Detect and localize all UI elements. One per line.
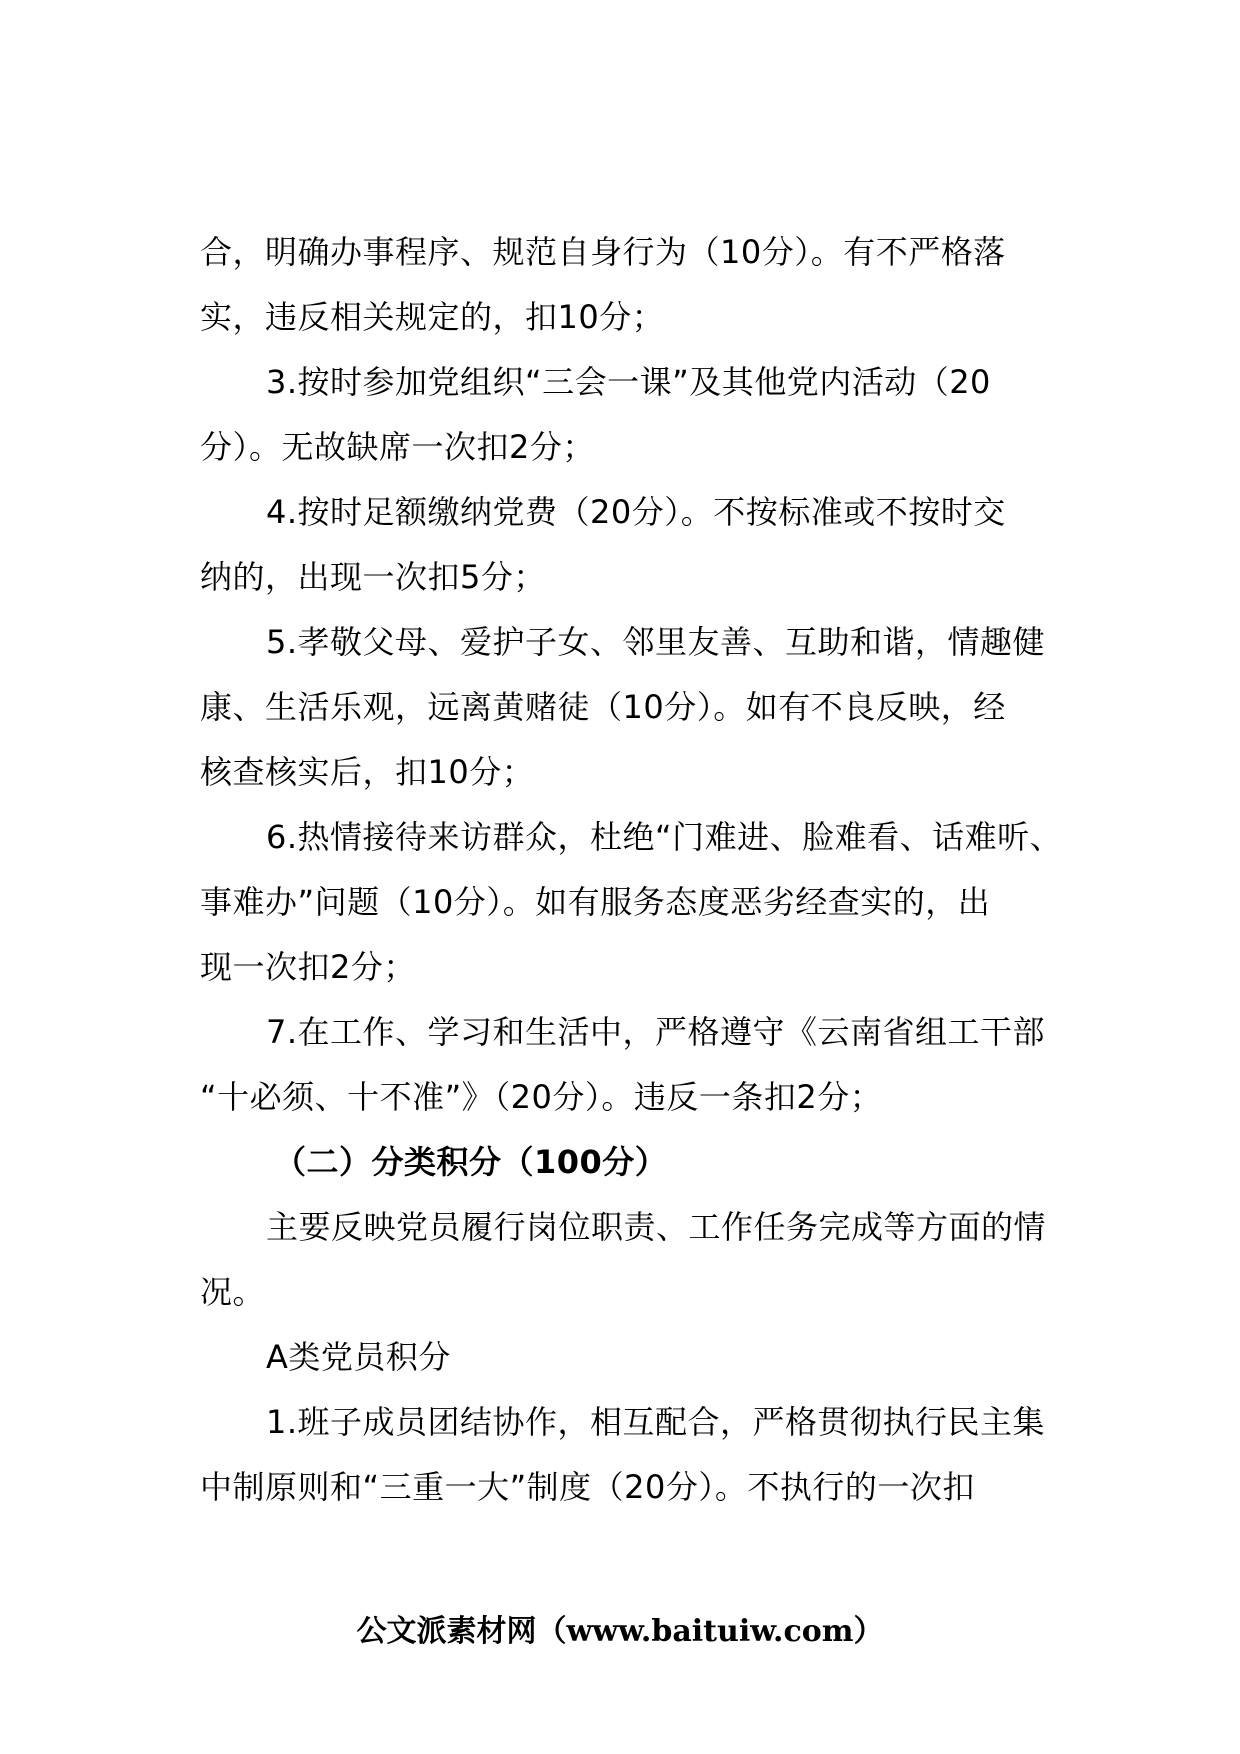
text-line: 实，违反相关规定的，扣10分； [200, 298, 665, 336]
text-line: 核查核实后，扣10分； [200, 753, 535, 791]
text-line: 合，明确办事程序、规范自身行为（10分）。有不严格落 [200, 233, 1006, 271]
text-line: 7.在工作、学习和生活中，严格遵守《云南省组工干部 [266, 1013, 1046, 1051]
text-line: 现一次扣2分； [200, 948, 416, 986]
text-line: 中制原则和“三重一大”制度（20分）。不执行的一次扣 [200, 1468, 975, 1506]
section-heading: （二）分类积分（100分） [274, 1143, 668, 1181]
text-line: 3.按时参加党组织“三会一课”及其他党内活动（20 [266, 363, 991, 401]
text-line: 4.按时足额缴纳党费（20分）。不按标准或不按时交 [266, 493, 1006, 531]
text-line: 主要反映党员履行岗位职责、工作任务完成等方面的情 [266, 1208, 1047, 1246]
text-line: 1.班子成员团结协作，相互配合，严格贯彻执行民主集 [266, 1403, 1046, 1441]
text-line: 事难办”问题（10分）。如有服务态度恶劣经查实的，出 [200, 883, 991, 921]
text-line: 分）。无故缺席一次扣2分； [200, 428, 595, 466]
document-body [200, 220, 1080, 1520]
text-line: 况。 [200, 1273, 266, 1311]
text-line: “十必须、十不准”》（20分）。违反一条扣2分； [200, 1078, 883, 1116]
text-line: 康、生活乐观，远离黄赌徒（10分）。如有不良反映，经 [200, 688, 1006, 726]
text-line: 5.孝敬父母、爱护子女、邻里友善、互助和谐，情趣健 [266, 623, 1046, 661]
text-line: 纳的，出现一次扣5分； [200, 558, 546, 596]
text-line: 6.热情接待来访群众，杜绝“门难进、脸难看、话难听、 [266, 818, 1063, 856]
footer-watermark: 公文派素材网（www.baituiw.com） [356, 1614, 884, 1649]
text-line: A类党员积分 [266, 1338, 451, 1376]
